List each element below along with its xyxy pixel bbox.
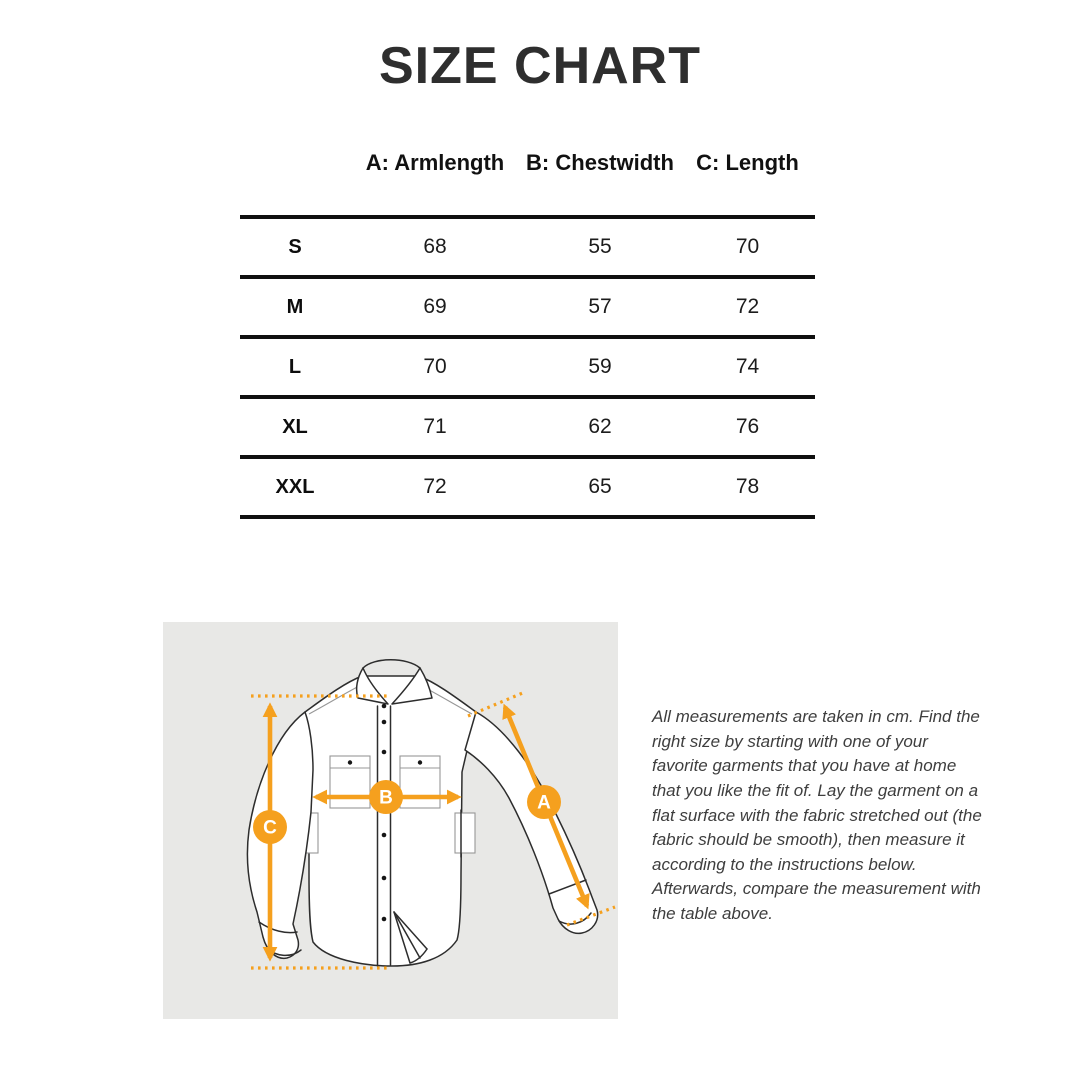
marker-label-a: A [537,792,551,814]
pocket-button-left [348,760,352,764]
size-label: XL [282,415,308,438]
legend-armlength: A: Armlength [365,150,505,175]
chestwidth-value: 62 [588,415,612,438]
table-row-xl [240,395,815,455]
button [382,876,387,881]
button [382,720,387,725]
length-value: 70 [735,235,760,258]
table-row-s [240,215,815,275]
armlength-value: 70 [423,355,447,378]
armlength-value: 68 [423,235,447,258]
length-value: 74 [735,355,760,378]
pocket-button-right [418,760,422,764]
size-label: M [286,295,304,318]
legend-chestwidth: B: Chestwidth [526,150,674,175]
marker-label-c: C [263,817,277,839]
length-value: 78 [735,475,760,498]
size-label: S [288,235,302,258]
marker-label-b: B [379,787,393,809]
legend-spacer [240,150,350,176]
shirt-diagram-panel [163,622,618,1019]
button [382,833,387,838]
page-title: SIZE CHART [379,37,701,95]
chestwidth-value: 65 [588,475,612,498]
length-value: 72 [735,295,760,318]
table-row-xxl [240,455,815,515]
button [382,750,387,755]
chestwidth-value: 59 [588,355,612,378]
button [382,917,387,922]
chestwidth-value: 57 [588,295,612,318]
arm-ref-top-dotted [468,692,525,716]
collar-band [363,660,420,668]
button [382,704,387,709]
sleeve-right [465,712,598,933]
shirt-measurement-illustration [163,622,618,1019]
table-row-l [240,335,815,395]
side-flap-right [455,813,475,853]
chestwidth-value: 55 [588,235,612,258]
length-value: 76 [735,415,760,438]
legend-length: C: Length [696,150,799,175]
size-label: L [288,355,302,378]
size-table [240,215,815,519]
armlength-value: 72 [423,475,447,498]
armlength-value: 71 [423,415,447,438]
armlength-value: 69 [423,295,447,318]
measurement-legend [240,150,815,176]
table-row-m [240,275,815,335]
size-label: XXL [275,475,315,498]
measurement-note: All measurements are taken in cm. Find the right size by starting with one of your favorite garments that you have at home that you like the fit of. Lay the garment on a flat surface with the fabric stretched out (the fabric should be smooth), then measure it according to the instructions below. Afterwards, compare the measurement with the table above. [652,707,982,924]
